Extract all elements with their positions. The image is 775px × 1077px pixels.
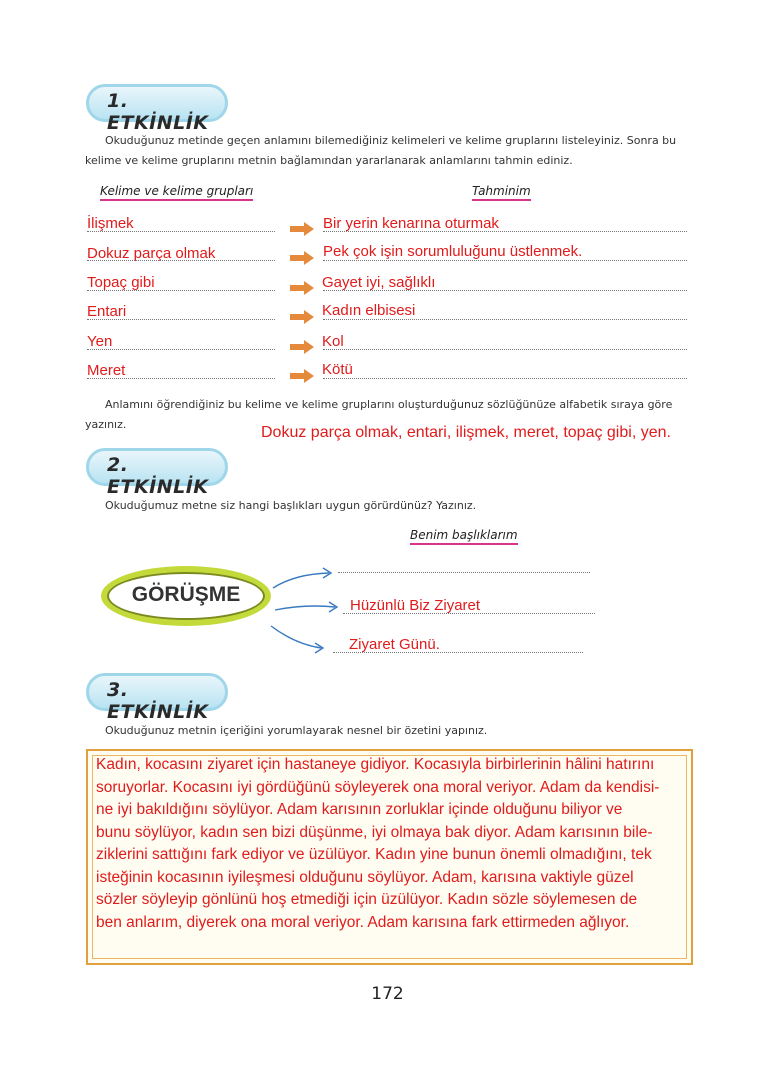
activity-2-badge (86, 448, 228, 498)
vocab-word: Meret (87, 362, 126, 379)
title-answer-3: Ziyaret Günü. (349, 636, 440, 653)
column-heading-words: Kelime ve kelime grupları (100, 184, 253, 201)
arrow-right-icon (289, 222, 315, 236)
vocab-guess: Gayet iyi, sağlıklı (322, 274, 436, 291)
summary-text (96, 754, 686, 934)
activity-1-badge (86, 84, 228, 134)
activity-1-instruction: Okuduğunuz metinde geçen anlamını bilemediğiniz kelimeleri ve kelime gruplarını listeleyiniz. Sonra bu kelime ve kelime gruplarını metnin bağlamından yararlanarak anlamlarını tahmin ediniz. (85, 134, 677, 167)
vocab-word: Topaç gibi (87, 274, 155, 291)
summary-line: bunu söylüyor, kadın sen bizi düşünme, iyi olmaya bak diyor. Adam karısının bile- (96, 823, 653, 841)
summary-line: ne iyi bakıldığını söylüyor. Adam karısının zorluklar içinde olduğunu biliyor ve (96, 801, 623, 818)
titles-heading: Benim başlıklarım (410, 528, 518, 545)
word-line (87, 260, 275, 261)
vocab-guess: Kadın elbisesi (322, 302, 416, 319)
vocab-guess: Kötü (322, 361, 353, 378)
summary-line: ben anlarım, diyerek ona moral veriyor. Adam karısına fark ettirmeden ağlıyor. (96, 913, 630, 931)
topic-oval (101, 566, 271, 626)
summary-line: Kadın, kocasını ziyaret için hastaneye gidiyor. Kocasıyla birbirlerinin hâlini hatırını (96, 756, 655, 773)
title-line-1 (338, 572, 590, 573)
word-line (87, 231, 275, 232)
vocab-word: Entari (87, 303, 127, 320)
word-line (87, 319, 275, 320)
activity-2-title: 2. ETKİNLİK (107, 454, 209, 498)
connector-arrows (265, 560, 345, 660)
activity-3-badge (86, 673, 228, 723)
arrow-right-icon (289, 369, 315, 383)
arrow-right-icon (289, 340, 315, 354)
summary-line: ziklerini sattığını fark ediyor ve üzülüyor. Kadın yine bunun önemli olmadığını, tek (96, 846, 652, 863)
arrow-right-icon (289, 310, 315, 324)
word-line (87, 349, 275, 350)
title-answer-2: Hüzünlü Biz Ziyaret (350, 597, 481, 614)
activity-1-title: 1. ETKİNLİK (107, 90, 209, 134)
guess-line (323, 378, 687, 379)
vocab-guess: Pek çok işin sorumluluğunu üstlenmek. (323, 243, 583, 260)
summary-line: isteğinin kocasının iyileşmesi olduğunu söylüyor. Adam, karısına vaktiyle güzel (96, 868, 634, 886)
summary-line: sözler söyleyip gönlünü hoş etmediği için üzülüyor. Kadın sözle söylemesen de (96, 891, 638, 908)
guess-line (323, 231, 687, 232)
guess-line (323, 319, 687, 320)
guess-line (323, 290, 687, 291)
summary-line: soruyorlar. Kocasını iyi gördüğünü söyleyerek ona moral veriyor. Adam da kendisi- (96, 778, 660, 796)
word-line (87, 378, 275, 379)
vocab-guess: Bir yerin kenarına oturmak (323, 215, 499, 232)
alphabetical-answer: Dokuz parça olmak, entari, ilişmek, meret, topaç gibi, yen. (261, 424, 671, 441)
page-number: 172 (371, 984, 404, 1004)
title-line-2 (343, 613, 595, 614)
vocab-guess: Kol (322, 333, 344, 350)
vocab-word: İlişmek (87, 215, 134, 232)
guess-line (323, 260, 687, 261)
activity-3-instruction: Okuduğunuz metnin içeriğini yorumlayarak nesnel bir özetini yapınız. (105, 724, 488, 737)
arrow-right-icon (289, 281, 315, 295)
topic-title: GÖRÜŞME (131, 583, 241, 606)
title-line-3 (333, 652, 583, 653)
column-heading-guesses: Tahminim (472, 184, 531, 201)
vocab-word: Dokuz parça olmak (87, 245, 216, 262)
activity-1-second-instruction: Anlamını öğrendiğiniz bu kelime ve kelime gruplarını oluşturduğunuz sözlüğünüze alfabetik sıraya göre yazınız. (85, 398, 673, 431)
activity-3-title: 3. ETKİNLİK (107, 679, 209, 723)
activity-2-instruction: Okuduğumuz metne siz hangi başlıkları uygun görürdünüz? Yazınız. (105, 499, 477, 512)
vocab-word: Yen (87, 333, 113, 350)
word-line (87, 290, 275, 291)
guess-line (323, 349, 687, 350)
arrow-right-icon (289, 251, 315, 265)
